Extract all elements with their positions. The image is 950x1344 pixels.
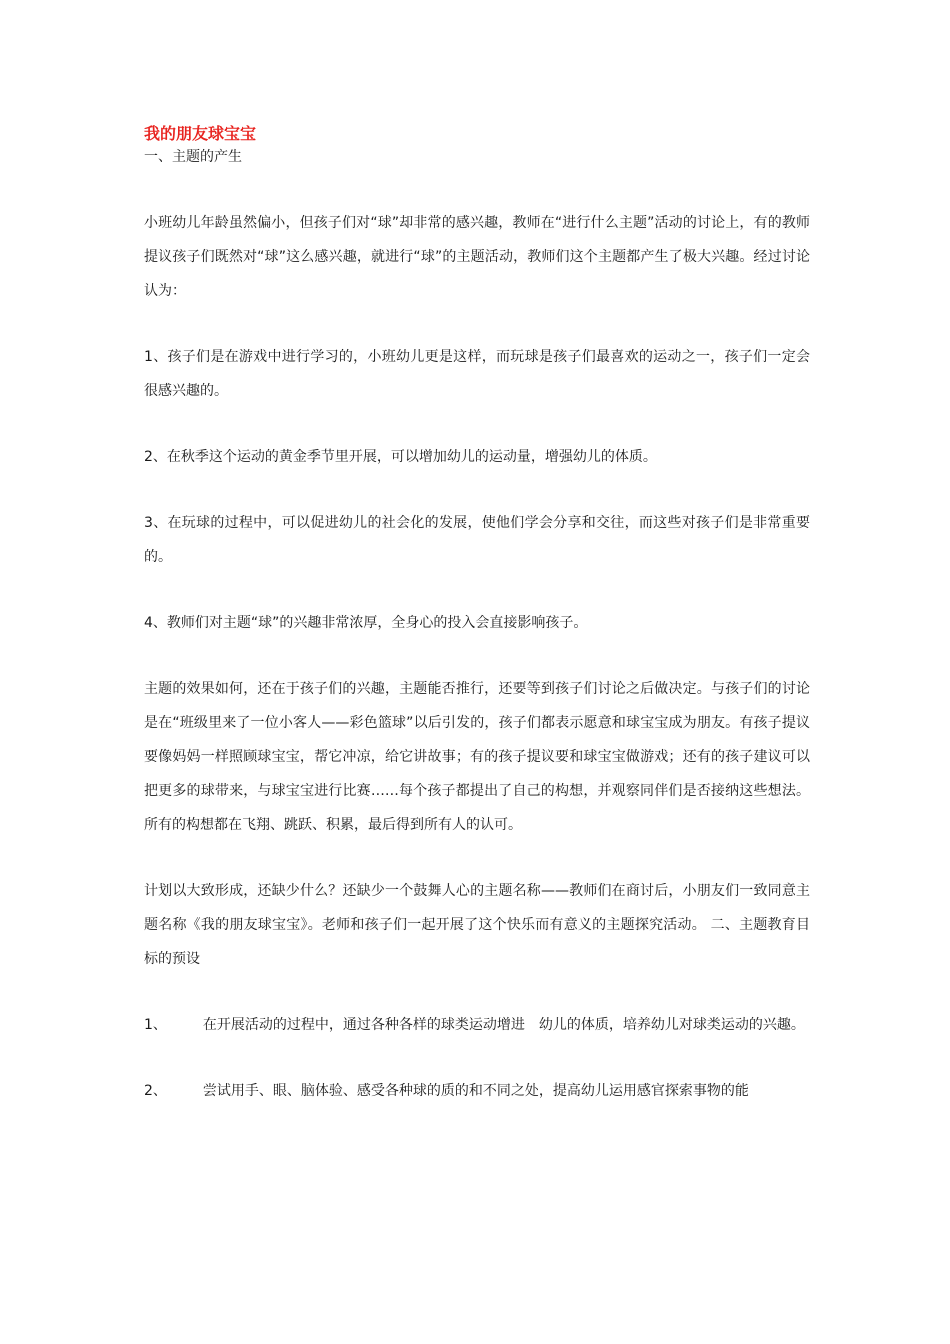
reason-item-3: 3、在玩球的过程中，可以促进幼儿的社会化的发展，使他们学会分享和交往，而这些对孩子们是非常重要的。 [144,515,810,565]
section-heading-1: 一、主题的产生 [144,149,242,165]
goal-number: 2、 [144,1083,167,1099]
document-title: 我的朋友球宝宝 [144,124,257,143]
goal-item-1 [144,1008,810,1042]
reason-item-1: 1、孩子们是在游戏中进行学习的，小班幼儿更是这样，而玩球是孩子们最喜欢的运动之一，孩子们一定会很感兴趣的。 [144,349,810,399]
reason-item-2: 2、在秋季这个运动的黄金季节里开展，可以增加幼儿的运动量，增强幼儿的体质。 [144,449,657,465]
plan-paragraph: 计划以大致形成，还缺少什么？还缺少一个鼓舞人心的主题名称——教师们在商讨后，小朋友们一致同意主题名称《我的朋友球宝宝》。老师和孩子们一起开展了这个快乐而有意义的主题探究活动。 二、主题教育目标的预设 [144,883,810,967]
goal-number: 1、 [144,1017,167,1033]
goal-text: 在开展活动的过程中，通过各种各样的球类运动增进 幼儿的体质，培养幼儿对球类运动的兴趣。 [202,1017,805,1033]
discussion-paragraph: 主题的效果如何，还在于孩子们的兴趣，主题能否推行，还要等到孩子们讨论之后做决定。与孩子们的讨论是在“班级里来了一位小客人——彩色篮球”以后引发的，孩子们都表示愿意和球宝宝成为朋友。有孩子提议要像妈妈一样照顾球宝宝，帮它冲凉，给它讲故事；有的孩子提议要和球宝宝做游戏；还有的孩子建议可以把更多的球带来，与球宝宝进行比赛……每个孩子都提出了自己的构想，并观察同伴们是否接纳这些想法。所有的构想都在飞翔、跳跃、积累，最后得到所有人的认可。 [144,681,810,833]
goal-item-2 [144,1074,810,1108]
document-page [144,122,810,1140]
reason-item-4: 4、教师们对主题“球”的兴趣非常浓厚，全身心的投入会直接影响孩子。 [144,615,588,631]
intro-paragraph: 小班幼儿年龄虽然偏小，但孩子们对“球”却非常的感兴趣，教师在“进行什么主题”活动的讨论上，有的教师提议孩子们既然对“球”这么感兴趣，就进行“球”的主题活动，教师们这个主题都产生了极大兴趣。经过讨论认为： [144,215,810,299]
goal-text: 尝试用手、眼、脑体验、感受各种球的质的和不同之处，提高幼儿运用感官探索事物的能 [202,1083,749,1099]
